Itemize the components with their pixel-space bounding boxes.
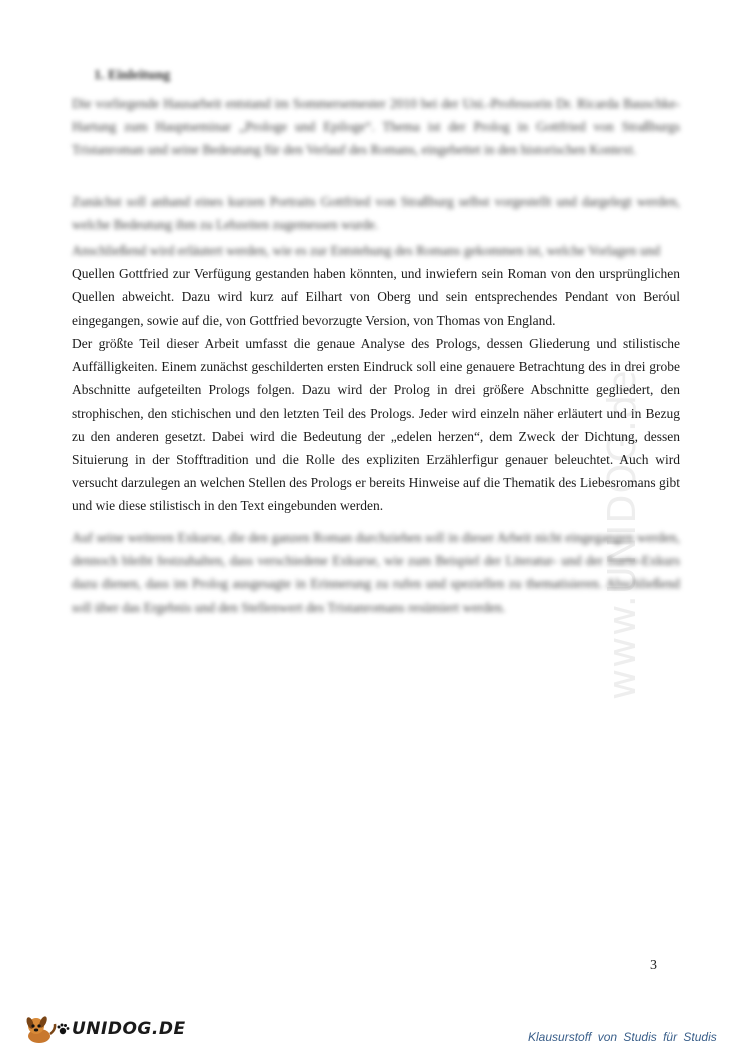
paragraph-intro: Die vorliegende Hausarbeit entstand im Sommersemester 2010 bei der Uni.-Professorin Dr. Ricarda Bauschke-Hartung zum Hauptseminar „Prologe und Epiloge“. Thema ist der Prolog in Gottfried von Straßburgs Tristanroman und seine Bedeutung für den Verlauf des Romans, eingebettet in den historischen Kontext. xyxy=(72,96,680,158)
footer-tagline: Klausurstoff von Studis für Studis xyxy=(528,1030,717,1044)
paragraph-sources-blurred-line: Anschließend wird erläutert werden, wie es zur Entstehung des Romans gekommen ist, welche Vorlagen und xyxy=(72,243,661,258)
watermark: www.UNIDOG.de xyxy=(600,369,644,700)
dog-icon xyxy=(22,1014,58,1044)
logo-text: UNIDOG.DE xyxy=(72,1019,186,1039)
section-heading: 1. Einleitung xyxy=(94,68,171,83)
paragraph-portrait: Zunächst soll anhand eines kurzen Portraits Gottfried von Straßburg selbst vorgestellt und dargelegt werden, welche Bedeutung ihm zu Lebzeiten zugemessen wurde. xyxy=(72,194,680,233)
page-number: 3 xyxy=(650,958,657,973)
paragraph-sources xyxy=(72,239,680,332)
paragraph-sources-text: Quellen Gottfried zur Verfügung gestanden haben könnten, und inwiefern sein Roman von den ursprünglichen Quellen abweicht. Dazu wird kurz auf Eilhart von Oberg und sein entsprechendes Pendant von Beróul eingegangen, sowie auf die, von Gottfried bevorzugte Version, von Thomas von England. xyxy=(72,266,680,328)
paragraph-analysis: Der größte Teil dieser Arbeit umfasst die genaue Analyse des Prologs, dessen Gliederung und stilistische Auffälligkeiten. Einem zunächst geschilderten ersten Eindruck soll eine genauere Betrachtung des in drei grobe Abschnitte aufgeteilten Prologs folgen. Dazu wird der Prolog in drei größere Abschnitte gegliedert, den strophischen, den stichischen und den letzten Teil des Prologs. Jeder wird einzeln näher erläutert und in Bezug zu den anderen gesetzt. Dabei wird die Bedeutung der „edelen herzen“, dem Zweck der Dichtung, dessen Situierung in der Stofftradition und die Rolle des expliziten Erzählerfigur genauer beleuchtet. Auch wird versucht darzulegen an welchen Stellen des Prologs er bereits Hinweise auf die Thematik des Liebesromans gibt und wie diese stilistisch in den Text eingebunden werden. xyxy=(72,336,680,514)
paragraph-excursus: Auf seine weiteren Exkurse, die den ganzen Roman durchziehen soll in dieser Arbeit nicht eingegangen werden, dennoch bleibt festzuhalten, dass verschiedene Exkurse, wie zum Beispiel der Literatur- und der Isarte-Exkurs dazu dienen, dass im Prolog ausgesagte in Erinnerung zu rufen und speziellen zu thematisieren. Abschließend soll über das Ergebnis und den Stellenwert des Tristanromans resümiert werden. xyxy=(72,530,680,615)
unidog-logo[interactable] xyxy=(22,1014,186,1044)
paw-icon xyxy=(56,1022,70,1036)
